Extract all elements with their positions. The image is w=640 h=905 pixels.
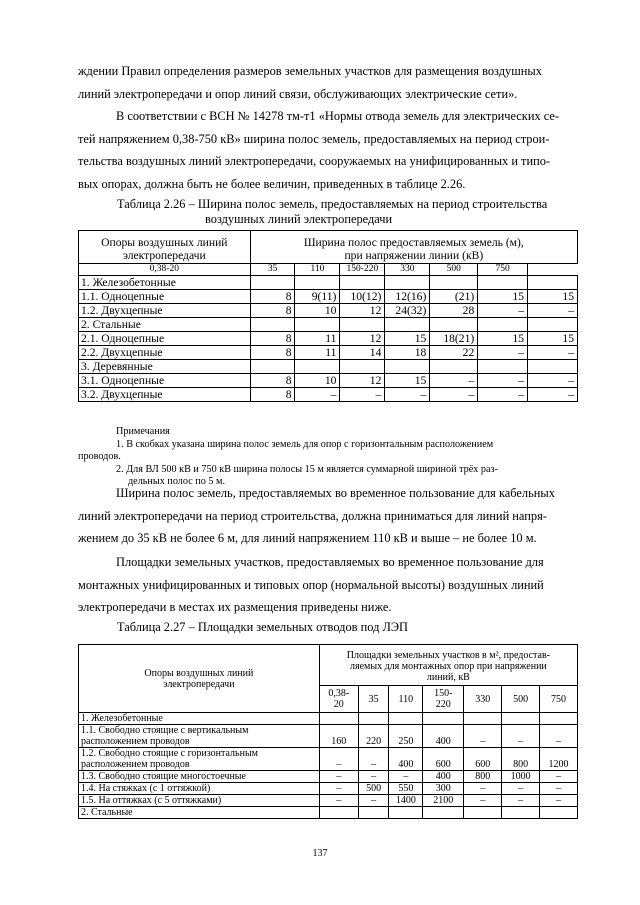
table-cell xyxy=(478,318,528,332)
table-cell: 160 xyxy=(319,725,358,748)
table-cell: 10(12) xyxy=(340,290,385,304)
table-cell: 1400 xyxy=(389,795,423,807)
table-row xyxy=(79,783,578,795)
table-cell: – xyxy=(540,783,578,795)
table-cell: 800 xyxy=(502,748,540,771)
table-row xyxy=(79,332,578,346)
table-cell: 15 xyxy=(385,332,430,346)
voltage-header: 150-220 xyxy=(340,264,385,276)
row-label: 1.2. Свободно стоящие с горизонтальным расположением проводов xyxy=(79,748,320,771)
table-cell xyxy=(385,318,430,332)
row-label: 1. Железобетонные xyxy=(79,276,251,290)
table-cell xyxy=(250,318,295,332)
table-cell: – xyxy=(358,795,389,807)
table-cell xyxy=(319,713,358,725)
row-label: 1.2. Двухцепные xyxy=(79,304,251,318)
table-cell: – xyxy=(540,795,578,807)
table-cell: 15 xyxy=(385,374,430,388)
table-cell: – xyxy=(502,795,540,807)
table-cell: 400 xyxy=(389,748,423,771)
table-row xyxy=(79,748,578,771)
table-cell: 15 xyxy=(528,332,578,346)
table-cell xyxy=(389,807,423,819)
table-cell: 24(32) xyxy=(385,304,430,318)
table-2-26-header xyxy=(79,231,578,264)
voltage-header: 150- 220 xyxy=(423,686,464,713)
row-label: 1.5. На оттяжках (с 5 оттяжками) xyxy=(79,795,320,807)
table-cell xyxy=(358,807,389,819)
note-2-continuation: дельных полос по 5 м. xyxy=(128,476,226,487)
table-cell: 9(11) xyxy=(295,290,340,304)
table-cell: 10 xyxy=(295,374,340,388)
voltage-header: 330 xyxy=(385,264,430,276)
table-cell: 500 xyxy=(358,783,389,795)
table-row xyxy=(79,276,578,290)
table-cell: 18 xyxy=(385,346,430,360)
table-cell: 8 xyxy=(250,290,295,304)
paragraph-cable-lines: Ширина полос земель, предоставляемых во временное пользование для кабельных линий электропередачи на период строительства, должна приниматься для линий напря- жением до 35 кВ не более 6 м, для линий напряжением 110 кВ и выше – не более 10 м. xyxy=(78,486,555,545)
table-cell: – xyxy=(430,388,478,402)
table-row xyxy=(79,290,578,304)
table-cell: 400 xyxy=(423,771,464,783)
table-cell xyxy=(340,276,385,290)
table-cell: – xyxy=(528,388,578,402)
table-cell: – xyxy=(540,725,578,748)
table-cell: – xyxy=(295,388,340,402)
table-cell: – xyxy=(478,374,528,388)
table-cell xyxy=(502,713,540,725)
row-label: 3.2. Двухцепные xyxy=(79,388,251,402)
table-cell: 8 xyxy=(250,388,295,402)
table-cell: – xyxy=(319,783,358,795)
table-cell: 12 xyxy=(340,304,385,318)
paragraph-support-sites: Площадки земельных участков, предоставляемых во временное пользование для монтажных унифицированных и типовых опор (нормальной высоты) воздушных линий электропередачи в местах их размещения приведены ниже. xyxy=(78,555,544,614)
table-row xyxy=(79,771,578,783)
table-cell: 12 xyxy=(340,332,385,346)
table-cell xyxy=(430,360,478,374)
row-label: 1. Железобетонные xyxy=(79,713,320,725)
voltage-header: 500 xyxy=(430,264,478,276)
table-cell xyxy=(385,360,430,374)
paragraph-intro-continuation: ждении Правил определения размеров земельных участков для размещения воздушных линий электропередачи и опор линий связи, обслуживающих электрические сети». xyxy=(78,64,542,101)
note-1-continuation: проводов. xyxy=(78,451,121,462)
page-number: 137 xyxy=(312,848,328,859)
row-label: 1.1. Свободно стоящие с вертикальным расположением проводов xyxy=(79,725,320,748)
table-cell xyxy=(540,713,578,725)
table-cell: 22 xyxy=(430,346,478,360)
table-cell xyxy=(528,318,578,332)
voltage-header: 500 xyxy=(502,686,540,713)
row-label: 2.2. Двухцепные xyxy=(79,346,251,360)
table-cell: – xyxy=(502,783,540,795)
table-cell: 28 xyxy=(430,304,478,318)
voltage-header: 35 xyxy=(250,264,295,276)
table-row xyxy=(79,374,578,388)
table-notes xyxy=(78,426,578,489)
voltage-header: 0,38-20 xyxy=(79,264,251,276)
table-cell: 600 xyxy=(464,748,502,771)
table-row xyxy=(79,304,578,318)
row-label: 2.1. Одноцепные xyxy=(79,332,251,346)
table-2-26 xyxy=(78,230,578,402)
table-cell: 800 xyxy=(464,771,502,783)
table-cell: – xyxy=(540,771,578,783)
table-cell: 18(21) xyxy=(430,332,478,346)
table-cell xyxy=(423,713,464,725)
table-cell: (21) xyxy=(430,290,478,304)
table-cell: – xyxy=(319,795,358,807)
row-label: 2. Стальные xyxy=(79,807,320,819)
table-cell: 11 xyxy=(295,346,340,360)
table-cell xyxy=(502,807,540,819)
table-cell: – xyxy=(478,304,528,318)
table-cell xyxy=(385,276,430,290)
voltage-header: 750 xyxy=(540,686,578,713)
table-row xyxy=(79,360,578,374)
table-cell: 14 xyxy=(340,346,385,360)
column-header-supports: Опоры воздушных линий электропередачи xyxy=(79,645,320,713)
table-cell: 600 xyxy=(423,748,464,771)
table-2-27 xyxy=(78,644,578,819)
table-cell: – xyxy=(389,771,423,783)
table-cell xyxy=(295,360,340,374)
table-cell: 12 xyxy=(340,374,385,388)
table-cell: 15 xyxy=(478,332,528,346)
note-2: 2. Для ВЛ 500 кВ и 750 кВ ширина полосы 15 м является суммарной шириной трёх раз- xyxy=(116,463,498,475)
table-cell xyxy=(430,318,478,332)
table-cell: 220 xyxy=(358,725,389,748)
row-label: 3.1. Одноцепные xyxy=(79,374,251,388)
table-cell: 400 xyxy=(423,725,464,748)
table-cell: – xyxy=(502,725,540,748)
row-label: 1.3. Свободно стоящие многостоечные xyxy=(79,771,320,783)
paragraph-vsn-norms: В соответствии с ВСН № 14278 тм-т1 «Нормы отвода земель для электрических се- тей напряжением 0,38-750 кВ» ширина полос земель, предоставляемых на период строи- тельства воздушных линий электропередачи, сооружаемых на унифицированных и типо- вых опорах, должна быть не более величин, приведенных в таблице 2.26. xyxy=(78,109,560,191)
table-cell: 8 xyxy=(250,332,295,346)
table-row xyxy=(79,713,578,725)
voltage-header: 0,38- 20 xyxy=(319,686,358,713)
table-row xyxy=(79,807,578,819)
row-label: 1.1. Одноцепные xyxy=(79,290,251,304)
table-2-27-body xyxy=(79,713,578,819)
table-cell: 1200 xyxy=(540,748,578,771)
table-cell: – xyxy=(358,771,389,783)
table-cell xyxy=(478,360,528,374)
table-cell: – xyxy=(478,388,528,402)
table-row xyxy=(79,318,578,332)
table-cell: – xyxy=(478,346,528,360)
table-cell: 2100 xyxy=(423,795,464,807)
table-cell xyxy=(478,276,528,290)
table-cell xyxy=(340,360,385,374)
table-cell: – xyxy=(528,304,578,318)
table-cell: – xyxy=(528,346,578,360)
table-cell: – xyxy=(464,725,502,748)
row-label: 3. Деревянные xyxy=(79,360,251,374)
table-cell: 15 xyxy=(528,290,578,304)
table-2-26-caption: Таблица 2.26 – Ширина полос земель, предоставляемых на период строительства воздушных линий электропередачи xyxy=(117,197,548,226)
voltage-header: 110 xyxy=(389,686,423,713)
table-cell: – xyxy=(464,783,502,795)
table-cell: 550 xyxy=(389,783,423,795)
note-1: 1. В скобках указана ширина полос земель для опор с горизонтальным расположением xyxy=(116,438,494,450)
table-row xyxy=(79,388,578,402)
table-cell: 8 xyxy=(250,374,295,388)
table-cell xyxy=(295,318,340,332)
table-row xyxy=(79,725,578,748)
voltage-header: 110 xyxy=(295,264,340,276)
table-cell xyxy=(423,807,464,819)
table-cell: 11 xyxy=(295,332,340,346)
voltage-header: 750 xyxy=(478,264,528,276)
table-row xyxy=(79,346,578,360)
table-cell: 15 xyxy=(478,290,528,304)
table-cell: 8 xyxy=(250,304,295,318)
table-cell: 12(16) xyxy=(385,290,430,304)
table-cell xyxy=(319,807,358,819)
table-cell xyxy=(464,807,502,819)
row-label: 2. Стальные xyxy=(79,318,251,332)
table-cell: – xyxy=(358,748,389,771)
row-label: 1.4. На стяжках (с 1 оттяжкой) xyxy=(79,783,320,795)
table-cell: – xyxy=(385,388,430,402)
table-cell xyxy=(430,276,478,290)
table-2-27-caption: Таблица 2.27 – Площадки земельных отводов под ЛЭП xyxy=(117,620,409,634)
table-cell: 1000 xyxy=(502,771,540,783)
notes-title: Примечания xyxy=(116,426,170,437)
table-cell xyxy=(250,360,295,374)
group-header-site-area: Площадки земельных участков в м², предостав- ляемых для монтажных опор при напряжении линий, кВ xyxy=(319,645,577,686)
table-cell xyxy=(389,713,423,725)
table-cell: 300 xyxy=(423,783,464,795)
table-cell: – xyxy=(319,748,358,771)
table-2-26-body xyxy=(79,276,578,402)
table-cell: – xyxy=(340,388,385,402)
table-cell xyxy=(528,276,578,290)
group-header-strip-width: Ширина полос предоставляемых земель (м), при напряжении линии (кВ) xyxy=(250,231,577,264)
voltage-header: 35 xyxy=(358,686,389,713)
table-cell: – xyxy=(464,795,502,807)
voltage-header: 330 xyxy=(464,686,502,713)
table-cell xyxy=(528,360,578,374)
table-cell: – xyxy=(528,374,578,388)
table-cell xyxy=(295,276,340,290)
table-cell: – xyxy=(319,771,358,783)
table-cell xyxy=(464,713,502,725)
table-row xyxy=(79,795,578,807)
table-cell xyxy=(340,318,385,332)
table-cell: 250 xyxy=(389,725,423,748)
table-cell: 8 xyxy=(250,346,295,360)
table-cell: 10 xyxy=(295,304,340,318)
table-cell xyxy=(540,807,578,819)
table-cell: – xyxy=(430,374,478,388)
column-header-supports: Опоры воздушных линий электропередачи xyxy=(79,231,251,264)
table-cell xyxy=(250,276,295,290)
table-cell xyxy=(358,713,389,725)
